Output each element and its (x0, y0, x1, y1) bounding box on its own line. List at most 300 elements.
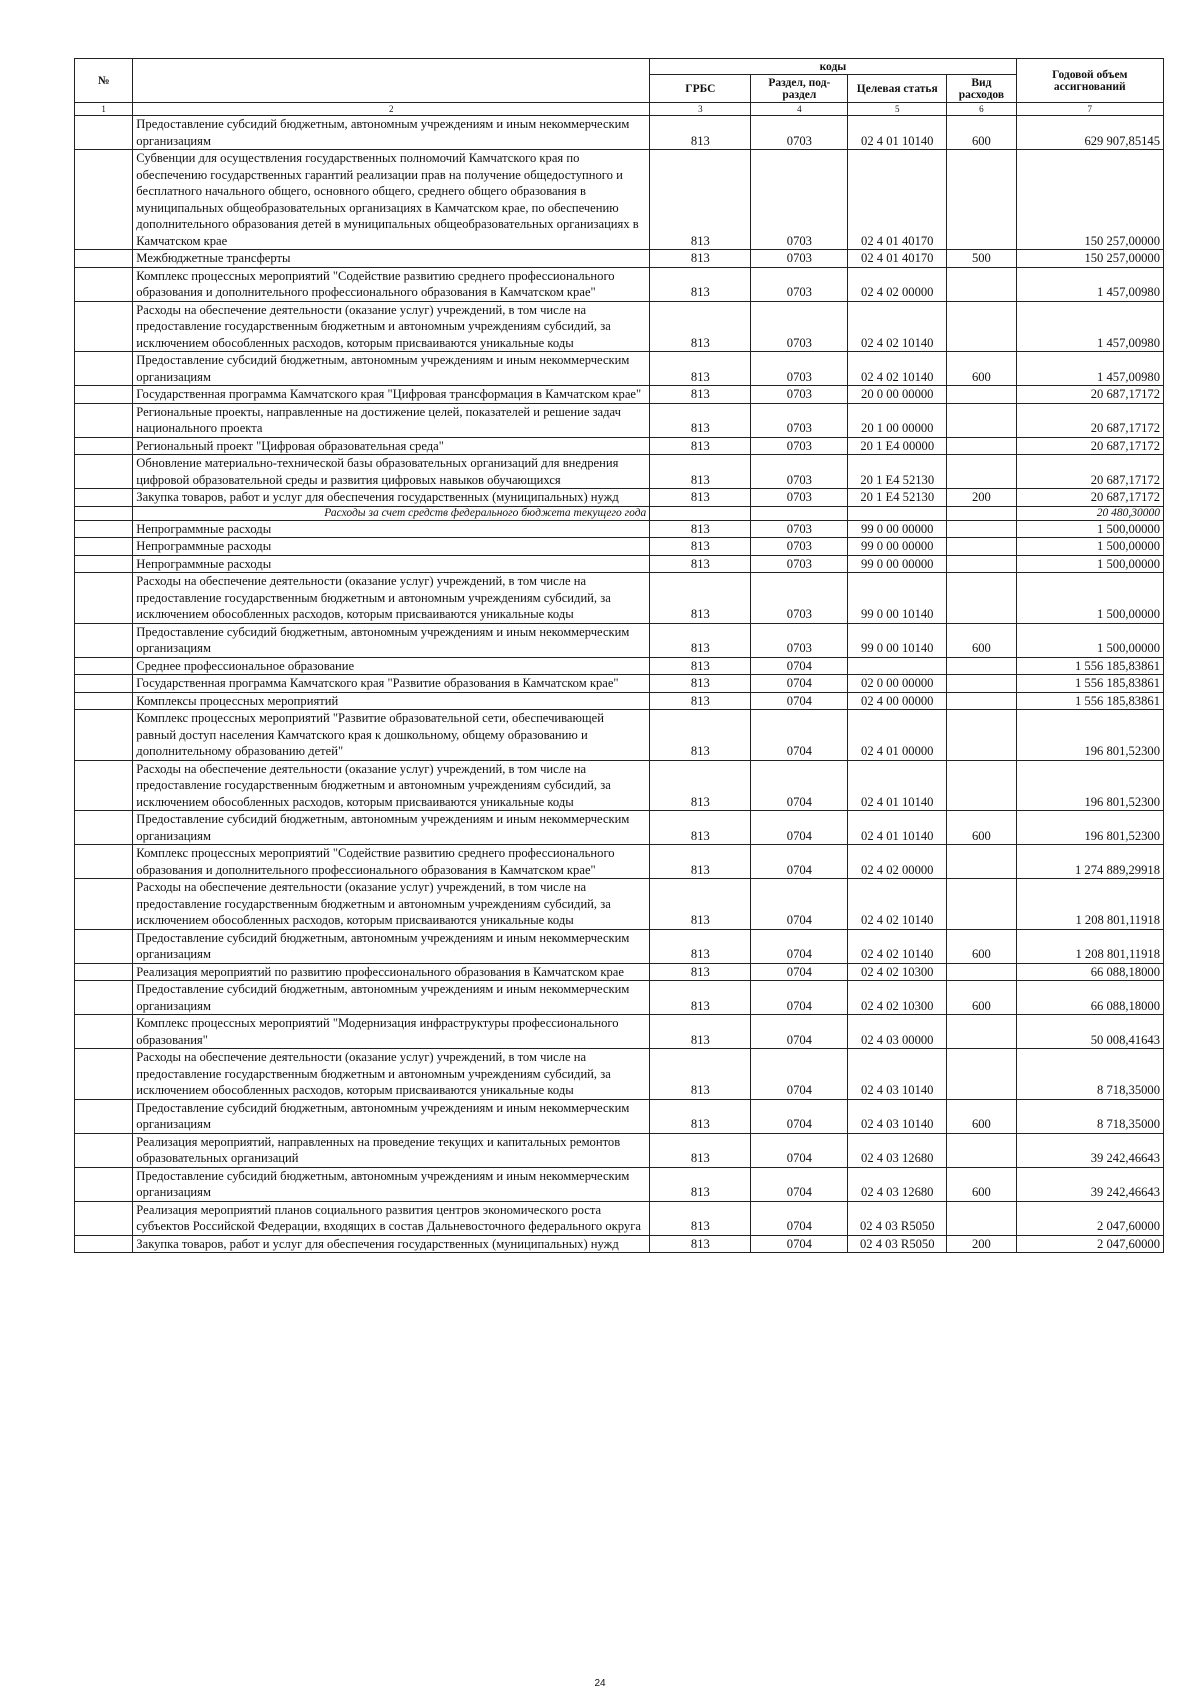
cell-vid: 600 (947, 981, 1016, 1015)
cell-vid (947, 760, 1016, 811)
table-row (75, 386, 1164, 404)
cell-vid (947, 1133, 1016, 1167)
header-target: Целевая статья (848, 75, 947, 103)
cell-sum: 196 801,52300 (1016, 710, 1163, 761)
cell-sum: 66 088,18000 (1016, 963, 1163, 981)
cell-name: Комплекс процессных мероприятий "Развитие образовательной сети, обеспечивающей равный доступ населения Камчатского края к дошкольному, общему образованию и дополнительному образованию детей" (133, 710, 650, 761)
cell-name: Расходы на обеспечение деятельности (оказание услуг) учреждений, в том числе на предоставление государственным бюджетным и автономным учреждениям субсидий, за исключением обособленных расходов, которым присваиваются уникальные коды (133, 760, 650, 811)
table-row (75, 1015, 1164, 1049)
cell-razdel: 0704 (751, 710, 848, 761)
cell-razdel: 0703 (751, 538, 848, 556)
cell-vid (947, 692, 1016, 710)
cell-name: Межбюджетные трансферты (133, 250, 650, 268)
cell-sum: 39 242,46643 (1016, 1133, 1163, 1167)
cell-sum: 2 047,60000 (1016, 1201, 1163, 1235)
table-row (75, 455, 1164, 489)
cell-vid (947, 1015, 1016, 1049)
cell-vid (947, 710, 1016, 761)
cell-target: 02 4 03 12680 (848, 1167, 947, 1201)
cell-target: 02 4 02 10140 (848, 301, 947, 352)
cell-target: 99 0 00 00000 (848, 555, 947, 573)
cell-vid (947, 555, 1016, 573)
cell-sum: 1 457,00980 (1016, 267, 1163, 301)
header-num-6: 6 (947, 103, 1016, 116)
cell-no (75, 981, 133, 1015)
cell-sum: 196 801,52300 (1016, 811, 1163, 845)
header-num-3: 3 (650, 103, 751, 116)
header-name (133, 59, 650, 103)
cell-grbs: 813 (650, 403, 751, 437)
cell-target: 99 0 00 00000 (848, 520, 947, 538)
table-row (75, 489, 1164, 507)
cell-target: 99 0 00 00000 (848, 538, 947, 556)
cell-razdel: 0703 (751, 555, 848, 573)
cell-razdel: 0703 (751, 403, 848, 437)
cell-vid: 600 (947, 352, 1016, 386)
cell-no (75, 1049, 133, 1100)
table-row (75, 352, 1164, 386)
cell-sum: 1 500,00000 (1016, 623, 1163, 657)
cell-razdel: 0704 (751, 929, 848, 963)
cell-target: 02 0 00 00000 (848, 675, 947, 693)
table-row (75, 1099, 1164, 1133)
cell-no (75, 352, 133, 386)
cell-name: Комплексы процессных мероприятий (133, 692, 650, 710)
header-num-1: 1 (75, 103, 133, 116)
cell-grbs: 813 (650, 1049, 751, 1100)
cell-grbs: 813 (650, 489, 751, 507)
cell-razdel: 0704 (751, 1049, 848, 1100)
cell-sum: 20 687,17172 (1016, 455, 1163, 489)
cell-no (75, 710, 133, 761)
cell-grbs (650, 506, 751, 520)
table-header (75, 59, 1164, 116)
cell-razdel: 0704 (751, 1133, 848, 1167)
cell-no (75, 250, 133, 268)
cell-no (75, 403, 133, 437)
cell-razdel: 0704 (751, 845, 848, 879)
cell-razdel: 0704 (751, 675, 848, 693)
cell-no (75, 386, 133, 404)
cell-sum: 150 257,00000 (1016, 250, 1163, 268)
cell-target: 02 4 02 10300 (848, 963, 947, 981)
cell-sum: 8 718,35000 (1016, 1099, 1163, 1133)
cell-target: 02 4 02 00000 (848, 267, 947, 301)
cell-razdel (751, 506, 848, 520)
cell-grbs: 813 (650, 981, 751, 1015)
cell-target: 02 4 01 10140 (848, 760, 947, 811)
cell-no (75, 506, 133, 520)
cell-grbs: 813 (650, 675, 751, 693)
table-row (75, 623, 1164, 657)
cell-grbs: 813 (650, 1099, 751, 1133)
cell-vid: 200 (947, 1235, 1016, 1253)
cell-grbs: 813 (650, 811, 751, 845)
table-row (75, 981, 1164, 1015)
cell-vid (947, 1049, 1016, 1100)
cell-no (75, 573, 133, 624)
cell-no (75, 1099, 133, 1133)
cell-name: Обновление материально-технической базы образовательных организаций для внедрения цифровой образовательной среды и развития цифровых навыков обучающихся (133, 455, 650, 489)
cell-grbs: 813 (650, 710, 751, 761)
cell-sum: 1 556 185,83861 (1016, 657, 1163, 675)
table-row (75, 1235, 1164, 1253)
cell-no (75, 1201, 133, 1235)
cell-name: Реализация мероприятий планов социального развития центров экономического роста субъектов Российской Федерации, входящих в состав Дальневосточного федерального округа (133, 1201, 650, 1235)
cell-razdel: 0704 (751, 811, 848, 845)
table-row (75, 1201, 1164, 1235)
cell-razdel: 0704 (751, 1167, 848, 1201)
cell-name: Закупка товаров, работ и услуг для обеспечения государственных (муниципальных) нужд (133, 1235, 650, 1253)
cell-grbs: 813 (650, 760, 751, 811)
cell-sum: 1 556 185,83861 (1016, 675, 1163, 693)
cell-grbs: 813 (650, 538, 751, 556)
cell-grbs: 813 (650, 267, 751, 301)
cell-vid (947, 879, 1016, 930)
table-row (75, 150, 1164, 250)
cell-sum: 20 480,30000 (1016, 506, 1163, 520)
cell-razdel: 0704 (751, 760, 848, 811)
cell-grbs: 813 (650, 1201, 751, 1235)
table-row (75, 403, 1164, 437)
cell-name: Предоставление субсидий бюджетным, автономным учреждениям и иным некоммерческим организациям (133, 1167, 650, 1201)
cell-no (75, 1235, 133, 1253)
table-row (75, 506, 1164, 520)
cell-target: 02 4 01 10140 (848, 811, 947, 845)
cell-razdel: 0703 (751, 489, 848, 507)
header-num-2: 2 (133, 103, 650, 116)
cell-vid (947, 301, 1016, 352)
cell-target: 02 4 02 10140 (848, 352, 947, 386)
cell-razdel: 0703 (751, 267, 848, 301)
cell-no (75, 1015, 133, 1049)
cell-no (75, 437, 133, 455)
table-row (75, 573, 1164, 624)
table-row (75, 675, 1164, 693)
page-number: 24 (594, 1678, 606, 1689)
cell-razdel: 0703 (751, 301, 848, 352)
cell-target (848, 506, 947, 520)
cell-razdel: 0704 (751, 879, 848, 930)
cell-name: Среднее профессиональное образование (133, 657, 650, 675)
cell-target: 02 4 01 40170 (848, 150, 947, 250)
cell-no (75, 520, 133, 538)
cell-no (75, 301, 133, 352)
cell-name: Предоставление субсидий бюджетным, автономным учреждениям и иным некоммерческим организациям (133, 352, 650, 386)
cell-vid: 600 (947, 1099, 1016, 1133)
cell-name: Комплекс процессных мероприятий "Содействие развитию среднего профессионального образования и дополнительного профессионального образования в Камчатском крае" (133, 845, 650, 879)
cell-razdel: 0704 (751, 692, 848, 710)
header-codes-group: коды (650, 59, 1016, 75)
cell-vid (947, 675, 1016, 693)
cell-sum: 1 457,00980 (1016, 352, 1163, 386)
cell-target: 02 4 03 12680 (848, 1133, 947, 1167)
cell-target: 02 4 01 10140 (848, 116, 947, 150)
cell-sum: 20 687,17172 (1016, 489, 1163, 507)
cell-razdel: 0703 (751, 520, 848, 538)
cell-name: Непрограммные расходы (133, 520, 650, 538)
cell-vid: 600 (947, 1167, 1016, 1201)
cell-razdel: 0704 (751, 657, 848, 675)
table-row (75, 538, 1164, 556)
cell-grbs: 813 (650, 555, 751, 573)
cell-vid (947, 963, 1016, 981)
cell-name: Предоставление субсидий бюджетным, автономным учреждениям и иным некоммерческим организациям (133, 981, 650, 1015)
table-row (75, 437, 1164, 455)
cell-grbs: 813 (650, 301, 751, 352)
cell-target: 02 4 02 00000 (848, 845, 947, 879)
table-row (75, 116, 1164, 150)
cell-grbs: 813 (650, 929, 751, 963)
cell-target: 02 4 03 10140 (848, 1099, 947, 1133)
table-row (75, 963, 1164, 981)
cell-no (75, 150, 133, 250)
cell-sum: 1 208 801,11918 (1016, 879, 1163, 930)
cell-name: Расходы на обеспечение деятельности (оказание услуг) учреждений, в том числе на предоставление государственным бюджетным и автономным учреждениям субсидий, за исключением обособленных расходов, которым присваиваются уникальные коды (133, 1049, 650, 1100)
cell-vid (947, 455, 1016, 489)
cell-no (75, 845, 133, 879)
cell-target: 99 0 00 10140 (848, 623, 947, 657)
cell-no (75, 538, 133, 556)
cell-grbs: 813 (650, 520, 751, 538)
cell-target: 99 0 00 10140 (848, 573, 947, 624)
cell-name: Комплекс процессных мероприятий "Содействие развитию среднего профессионального образования и дополнительного профессионального образования в Камчатском крае" (133, 267, 650, 301)
cell-grbs: 813 (650, 845, 751, 879)
cell-razdel: 0703 (751, 386, 848, 404)
cell-razdel: 0703 (751, 116, 848, 150)
table-row (75, 250, 1164, 268)
table-row (75, 760, 1164, 811)
cell-no (75, 811, 133, 845)
cell-grbs: 813 (650, 1167, 751, 1201)
cell-vid: 200 (947, 489, 1016, 507)
header-num-4: 4 (751, 103, 848, 116)
cell-name: Расходы на обеспечение деятельности (оказание услуг) учреждений, в том числе на предоставление государственным бюджетным и автономным учреждениям субсидий, за исключением обособленных расходов, которым присваиваются уникальные коды (133, 301, 650, 352)
table-row (75, 555, 1164, 573)
cell-sum: 629 907,85145 (1016, 116, 1163, 150)
cell-target: 02 4 02 10140 (848, 929, 947, 963)
cell-vid (947, 573, 1016, 624)
cell-name: Региональные проекты, направленные на достижение целей, показателей и решение задач национального проекта (133, 403, 650, 437)
cell-vid (947, 267, 1016, 301)
cell-vid: 600 (947, 929, 1016, 963)
cell-vid (947, 506, 1016, 520)
cell-grbs: 813 (650, 1235, 751, 1253)
cell-vid (947, 403, 1016, 437)
cell-razdel: 0704 (751, 981, 848, 1015)
cell-target: 20 0 00 00000 (848, 386, 947, 404)
header-vid: Вид расходов (947, 75, 1016, 103)
budget-sheet (74, 58, 1164, 1253)
cell-sum: 20 687,17172 (1016, 403, 1163, 437)
cell-name: Расходы на обеспечение деятельности (оказание услуг) учреждений, в том числе на предоставление государственным бюджетным и автономным учреждениям субсидий, за исключением обособленных расходов, которым присваиваются уникальные коды (133, 879, 650, 930)
table-body (75, 116, 1164, 1253)
cell-sum: 196 801,52300 (1016, 760, 1163, 811)
cell-name: Непрограммные расходы (133, 555, 650, 573)
cell-target: 02 4 01 00000 (848, 710, 947, 761)
header-num-7: 7 (1016, 103, 1163, 116)
cell-target: 20 1 E4 00000 (848, 437, 947, 455)
table-row (75, 267, 1164, 301)
cell-razdel: 0704 (751, 1201, 848, 1235)
cell-no (75, 760, 133, 811)
cell-vid (947, 386, 1016, 404)
cell-grbs: 813 (650, 455, 751, 489)
header-no: № (75, 59, 133, 103)
cell-sum: 2 047,60000 (1016, 1235, 1163, 1253)
cell-name: Государственная программа Камчатского края "Развитие образования в Камчатском крае" (133, 675, 650, 693)
cell-sum: 50 008,41643 (1016, 1015, 1163, 1049)
cell-name: Реализация мероприятий по развитию профессионального образования в Камчатском крае (133, 963, 650, 981)
cell-sum: 1 500,00000 (1016, 538, 1163, 556)
cell-sum: 1 457,00980 (1016, 301, 1163, 352)
header-razdel: Раздел, под-раздел (751, 75, 848, 103)
cell-vid: 600 (947, 116, 1016, 150)
cell-vid: 600 (947, 623, 1016, 657)
table-row (75, 811, 1164, 845)
cell-grbs: 813 (650, 1133, 751, 1167)
cell-grbs: 813 (650, 879, 751, 930)
cell-razdel: 0703 (751, 455, 848, 489)
cell-vid (947, 845, 1016, 879)
table-row (75, 692, 1164, 710)
cell-vid (947, 437, 1016, 455)
cell-grbs: 813 (650, 437, 751, 455)
table-row (75, 1049, 1164, 1100)
cell-razdel: 0704 (751, 1015, 848, 1049)
table-row (75, 879, 1164, 930)
cell-no (75, 489, 133, 507)
cell-vid (947, 538, 1016, 556)
cell-no (75, 1133, 133, 1167)
cell-sum: 1 274 889,29918 (1016, 845, 1163, 879)
budget-table (74, 58, 1164, 1253)
cell-razdel: 0703 (751, 250, 848, 268)
cell-vid (947, 520, 1016, 538)
cell-name: Государственная программа Камчатского края "Цифровая трансформация в Камчатском крае" (133, 386, 650, 404)
cell-name: Субвенции для осуществления государственных полномочий Камчатского края по обеспечению государственных гарантий реализации прав на получение общедоступного и бесплатного начального общего, основного общего, среднего общего образования в муниципальных общеобразовательных организациях в Камчатском крае, по обеспечению дополнительного образования детей в муниципальных общеобразовательных организациях в Камчатском крае (133, 150, 650, 250)
cell-sum: 8 718,35000 (1016, 1049, 1163, 1100)
cell-razdel: 0704 (751, 963, 848, 981)
cell-no (75, 657, 133, 675)
cell-no (75, 929, 133, 963)
cell-razdel: 0703 (751, 352, 848, 386)
cell-name: Реализация мероприятий, направленных на проведение текущих и капитальных ремонтов образовательных организаций (133, 1133, 650, 1167)
table-row (75, 301, 1164, 352)
cell-name: Предоставление субсидий бюджетным, автономным учреждениям и иным некоммерческим организациям (133, 116, 650, 150)
cell-razdel: 0703 (751, 623, 848, 657)
cell-target: 20 1 00 00000 (848, 403, 947, 437)
cell-razdel: 0703 (751, 573, 848, 624)
header-grbs: ГРБС (650, 75, 751, 103)
cell-target: 02 4 02 10140 (848, 879, 947, 930)
cell-grbs: 813 (650, 352, 751, 386)
cell-razdel: 0704 (751, 1235, 848, 1253)
cell-target: 20 1 E4 52130 (848, 489, 947, 507)
cell-no (75, 675, 133, 693)
cell-grbs: 813 (650, 250, 751, 268)
table-row (75, 1133, 1164, 1167)
cell-no (75, 455, 133, 489)
table-row (75, 520, 1164, 538)
cell-no (75, 692, 133, 710)
table-row (75, 845, 1164, 879)
cell-name: Непрограммные расходы (133, 538, 650, 556)
cell-target: 02 4 01 40170 (848, 250, 947, 268)
cell-name: Региональный проект "Цифровая образовательная среда" (133, 437, 650, 455)
cell-no (75, 267, 133, 301)
cell-grbs: 813 (650, 116, 751, 150)
cell-name: Расходы на обеспечение деятельности (оказание услуг) учреждений, в том числе на предоставление государственным бюджетным и автономным учреждениям субсидий, за исключением обособленных расходов, которым присваиваются уникальные коды (133, 573, 650, 624)
table-row (75, 657, 1164, 675)
cell-vid: 600 (947, 811, 1016, 845)
cell-target: 02 4 03 10140 (848, 1049, 947, 1100)
cell-vid (947, 657, 1016, 675)
cell-no (75, 963, 133, 981)
cell-sum: 1 208 801,11918 (1016, 929, 1163, 963)
cell-target: 02 4 00 00000 (848, 692, 947, 710)
cell-sum: 66 088,18000 (1016, 981, 1163, 1015)
cell-grbs: 813 (650, 386, 751, 404)
cell-sum: 20 687,17172 (1016, 437, 1163, 455)
cell-target: 20 1 E4 52130 (848, 455, 947, 489)
cell-sum: 20 687,17172 (1016, 386, 1163, 404)
cell-name: Предоставление субсидий бюджетным, автономным учреждениям и иным некоммерческим организациям (133, 811, 650, 845)
cell-no (75, 1167, 133, 1201)
cell-name: Закупка товаров, работ и услуг для обеспечения государственных (муниципальных) нужд (133, 489, 650, 507)
cell-razdel: 0703 (751, 437, 848, 455)
cell-grbs: 813 (650, 657, 751, 675)
cell-vid (947, 1201, 1016, 1235)
header-num-5: 5 (848, 103, 947, 116)
cell-name: Расходы за счет средств федерального бюджета текущего года (133, 506, 650, 520)
table-row (75, 929, 1164, 963)
cell-target: 02 4 03 00000 (848, 1015, 947, 1049)
cell-sum: 39 242,46643 (1016, 1167, 1163, 1201)
cell-target: 02 4 02 10300 (848, 981, 947, 1015)
cell-grbs: 813 (650, 573, 751, 624)
cell-target: 02 4 03 R5050 (848, 1201, 947, 1235)
cell-grbs: 813 (650, 692, 751, 710)
cell-razdel: 0704 (751, 1099, 848, 1133)
table-row (75, 1167, 1164, 1201)
cell-target (848, 657, 947, 675)
cell-sum: 1 500,00000 (1016, 555, 1163, 573)
table-row (75, 710, 1164, 761)
cell-sum: 1 556 185,83861 (1016, 692, 1163, 710)
cell-grbs: 813 (650, 623, 751, 657)
cell-no (75, 116, 133, 150)
cell-vid (947, 150, 1016, 250)
cell-target: 02 4 03 R5050 (848, 1235, 947, 1253)
cell-razdel: 0703 (751, 150, 848, 250)
cell-name: Предоставление субсидий бюджетным, автономным учреждениям и иным некоммерческим организациям (133, 929, 650, 963)
cell-sum: 1 500,00000 (1016, 573, 1163, 624)
cell-grbs: 813 (650, 963, 751, 981)
cell-no (75, 879, 133, 930)
cell-sum: 150 257,00000 (1016, 150, 1163, 250)
cell-name: Предоставление субсидий бюджетным, автономным учреждениям и иным некоммерческим организациям (133, 623, 650, 657)
cell-no (75, 623, 133, 657)
header-sum: Годовой объем ассигнований (1016, 59, 1163, 103)
cell-vid: 500 (947, 250, 1016, 268)
cell-no (75, 555, 133, 573)
cell-grbs: 813 (650, 150, 751, 250)
cell-name: Предоставление субсидий бюджетным, автономным учреждениям и иным некоммерческим организациям (133, 1099, 650, 1133)
cell-sum: 1 500,00000 (1016, 520, 1163, 538)
cell-grbs: 813 (650, 1015, 751, 1049)
cell-name: Комплекс процессных мероприятий "Модернизация инфраструктуры профессионального образования" (133, 1015, 650, 1049)
